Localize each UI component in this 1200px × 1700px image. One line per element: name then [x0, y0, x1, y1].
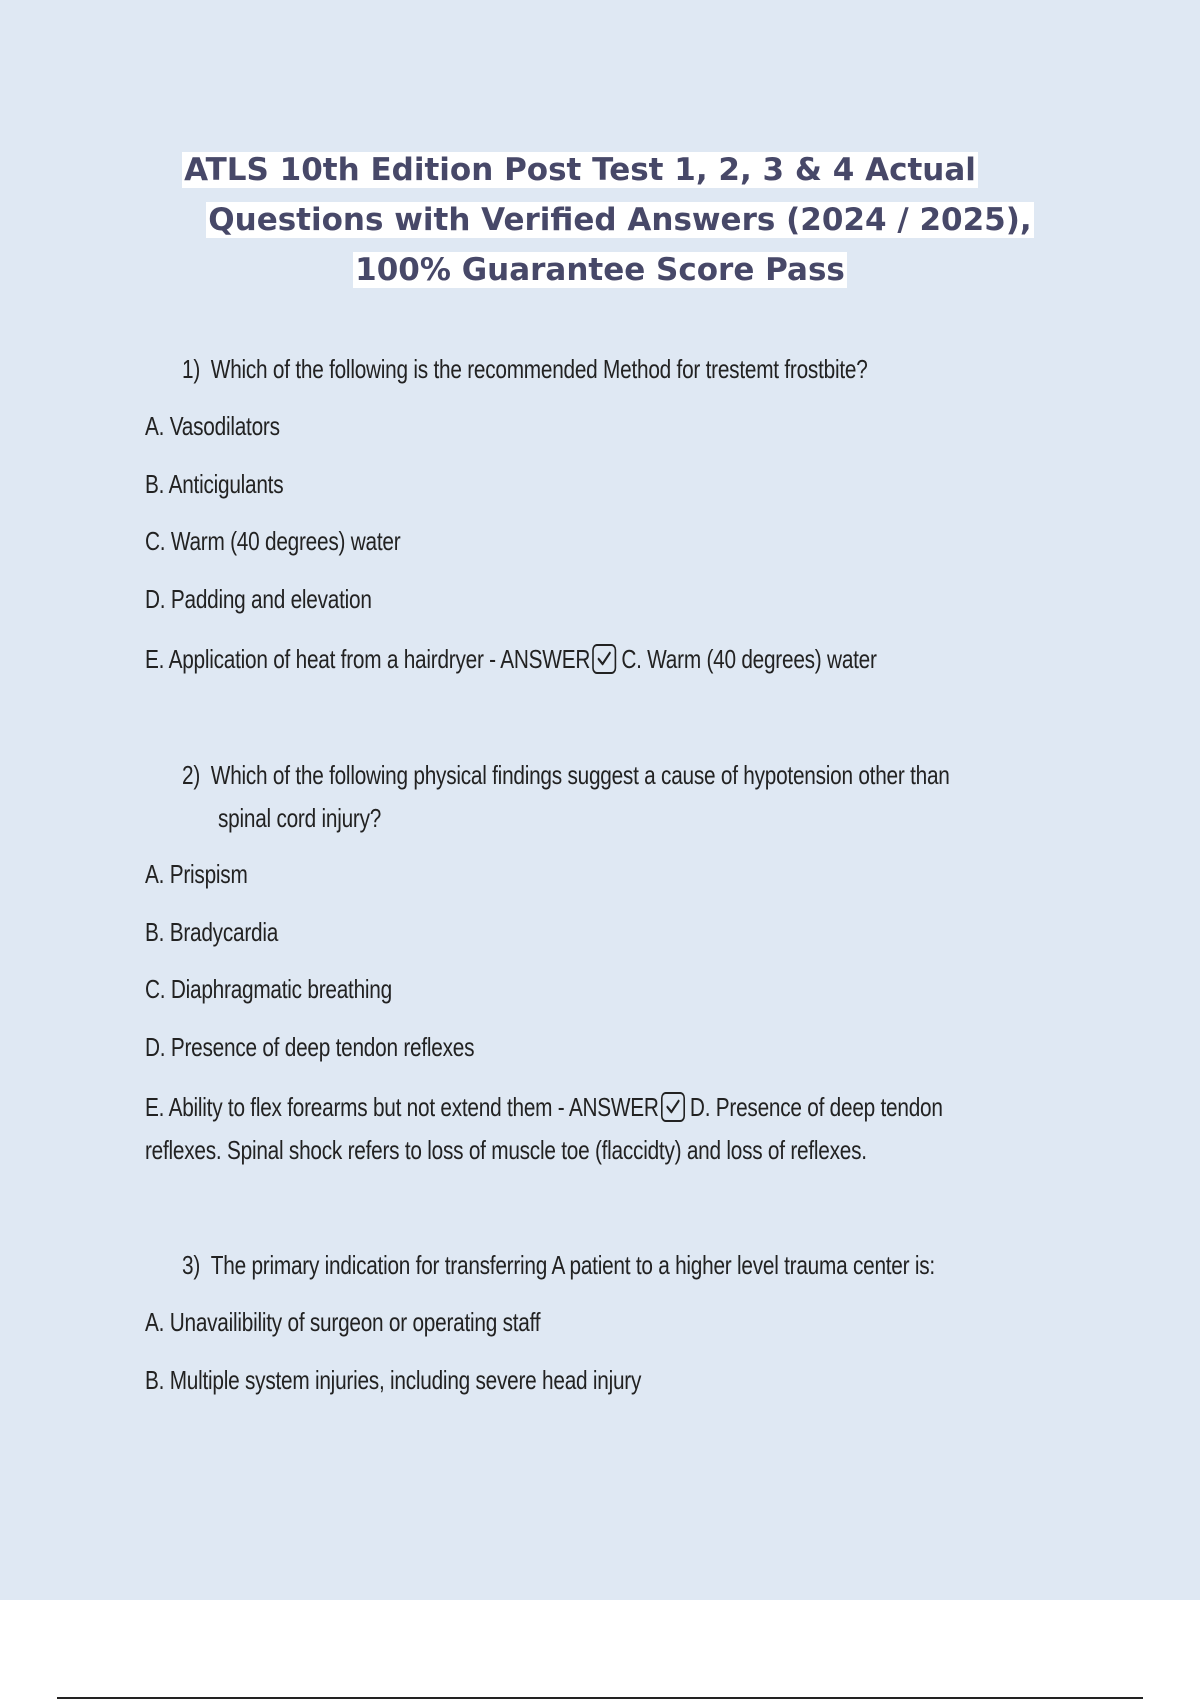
title-line-1: ATLS 10th Edition Post Test 1, 2, 3 & 4 Actual: [184, 152, 976, 188]
question-number: 3): [182, 1250, 201, 1280]
option-c: C. Diaphragmatic breathing: [145, 974, 392, 1004]
option-e: E. Ability to flex forearms but not extend them - ANSWER: [145, 1092, 659, 1122]
answer-explanation: reflexes. Spinal shock refers to loss of muscle toe (flaccidty) and loss of reflexes.: [145, 1135, 867, 1165]
option-d: D. Padding and elevation: [145, 584, 372, 614]
title-line-2: Questions with Verified Answers (2024 / 2025),: [208, 202, 1032, 238]
option-a: A. Vasodilators: [145, 411, 280, 441]
question-3: [182, 1250, 935, 1281]
question-text: The primary indication for transferring A patient to a higher level trauma center is:: [210, 1250, 935, 1280]
footer-divider: [57, 1697, 1143, 1699]
option-b: B. Multiple system injuries, including severe head injury: [145, 1365, 642, 1395]
option-d: D. Presence of deep tendon reflexes: [145, 1032, 475, 1062]
option-b: B. Anticigulants: [145, 469, 284, 499]
title-line-3: 100% Guarantee Score Pass: [355, 252, 845, 288]
checkbox-checked-icon: [661, 1092, 685, 1122]
question-text: Which of the following is the recommended Method for trestemt frostbite?: [210, 354, 868, 384]
option-a: A. Prispism: [145, 859, 248, 889]
answer-text: D. Presence of deep tendon: [689, 1092, 943, 1122]
option-b: B. Bradycardia: [145, 917, 279, 947]
question-text-continued: spinal cord injury?: [218, 803, 382, 833]
answer-text: C. Warm (40 degrees) water: [621, 644, 877, 674]
option-e-with-answer: [145, 1092, 943, 1123]
question-text: Which of the following physical findings suggest a cause of hypotension other than: [210, 760, 950, 790]
question-1: [182, 354, 868, 385]
option-e-with-answer: [145, 644, 877, 675]
option-e: E. Application of heat from a hairdryer - ANSWER: [145, 644, 591, 674]
question-number: 1): [182, 354, 201, 384]
option-c: C. Warm (40 degrees) water: [145, 526, 401, 556]
question-2: [182, 760, 950, 791]
question-number: 2): [182, 760, 201, 790]
option-a: A. Unavailibility of surgeon or operating staff: [145, 1307, 541, 1337]
checkbox-checked-icon: [593, 644, 617, 674]
